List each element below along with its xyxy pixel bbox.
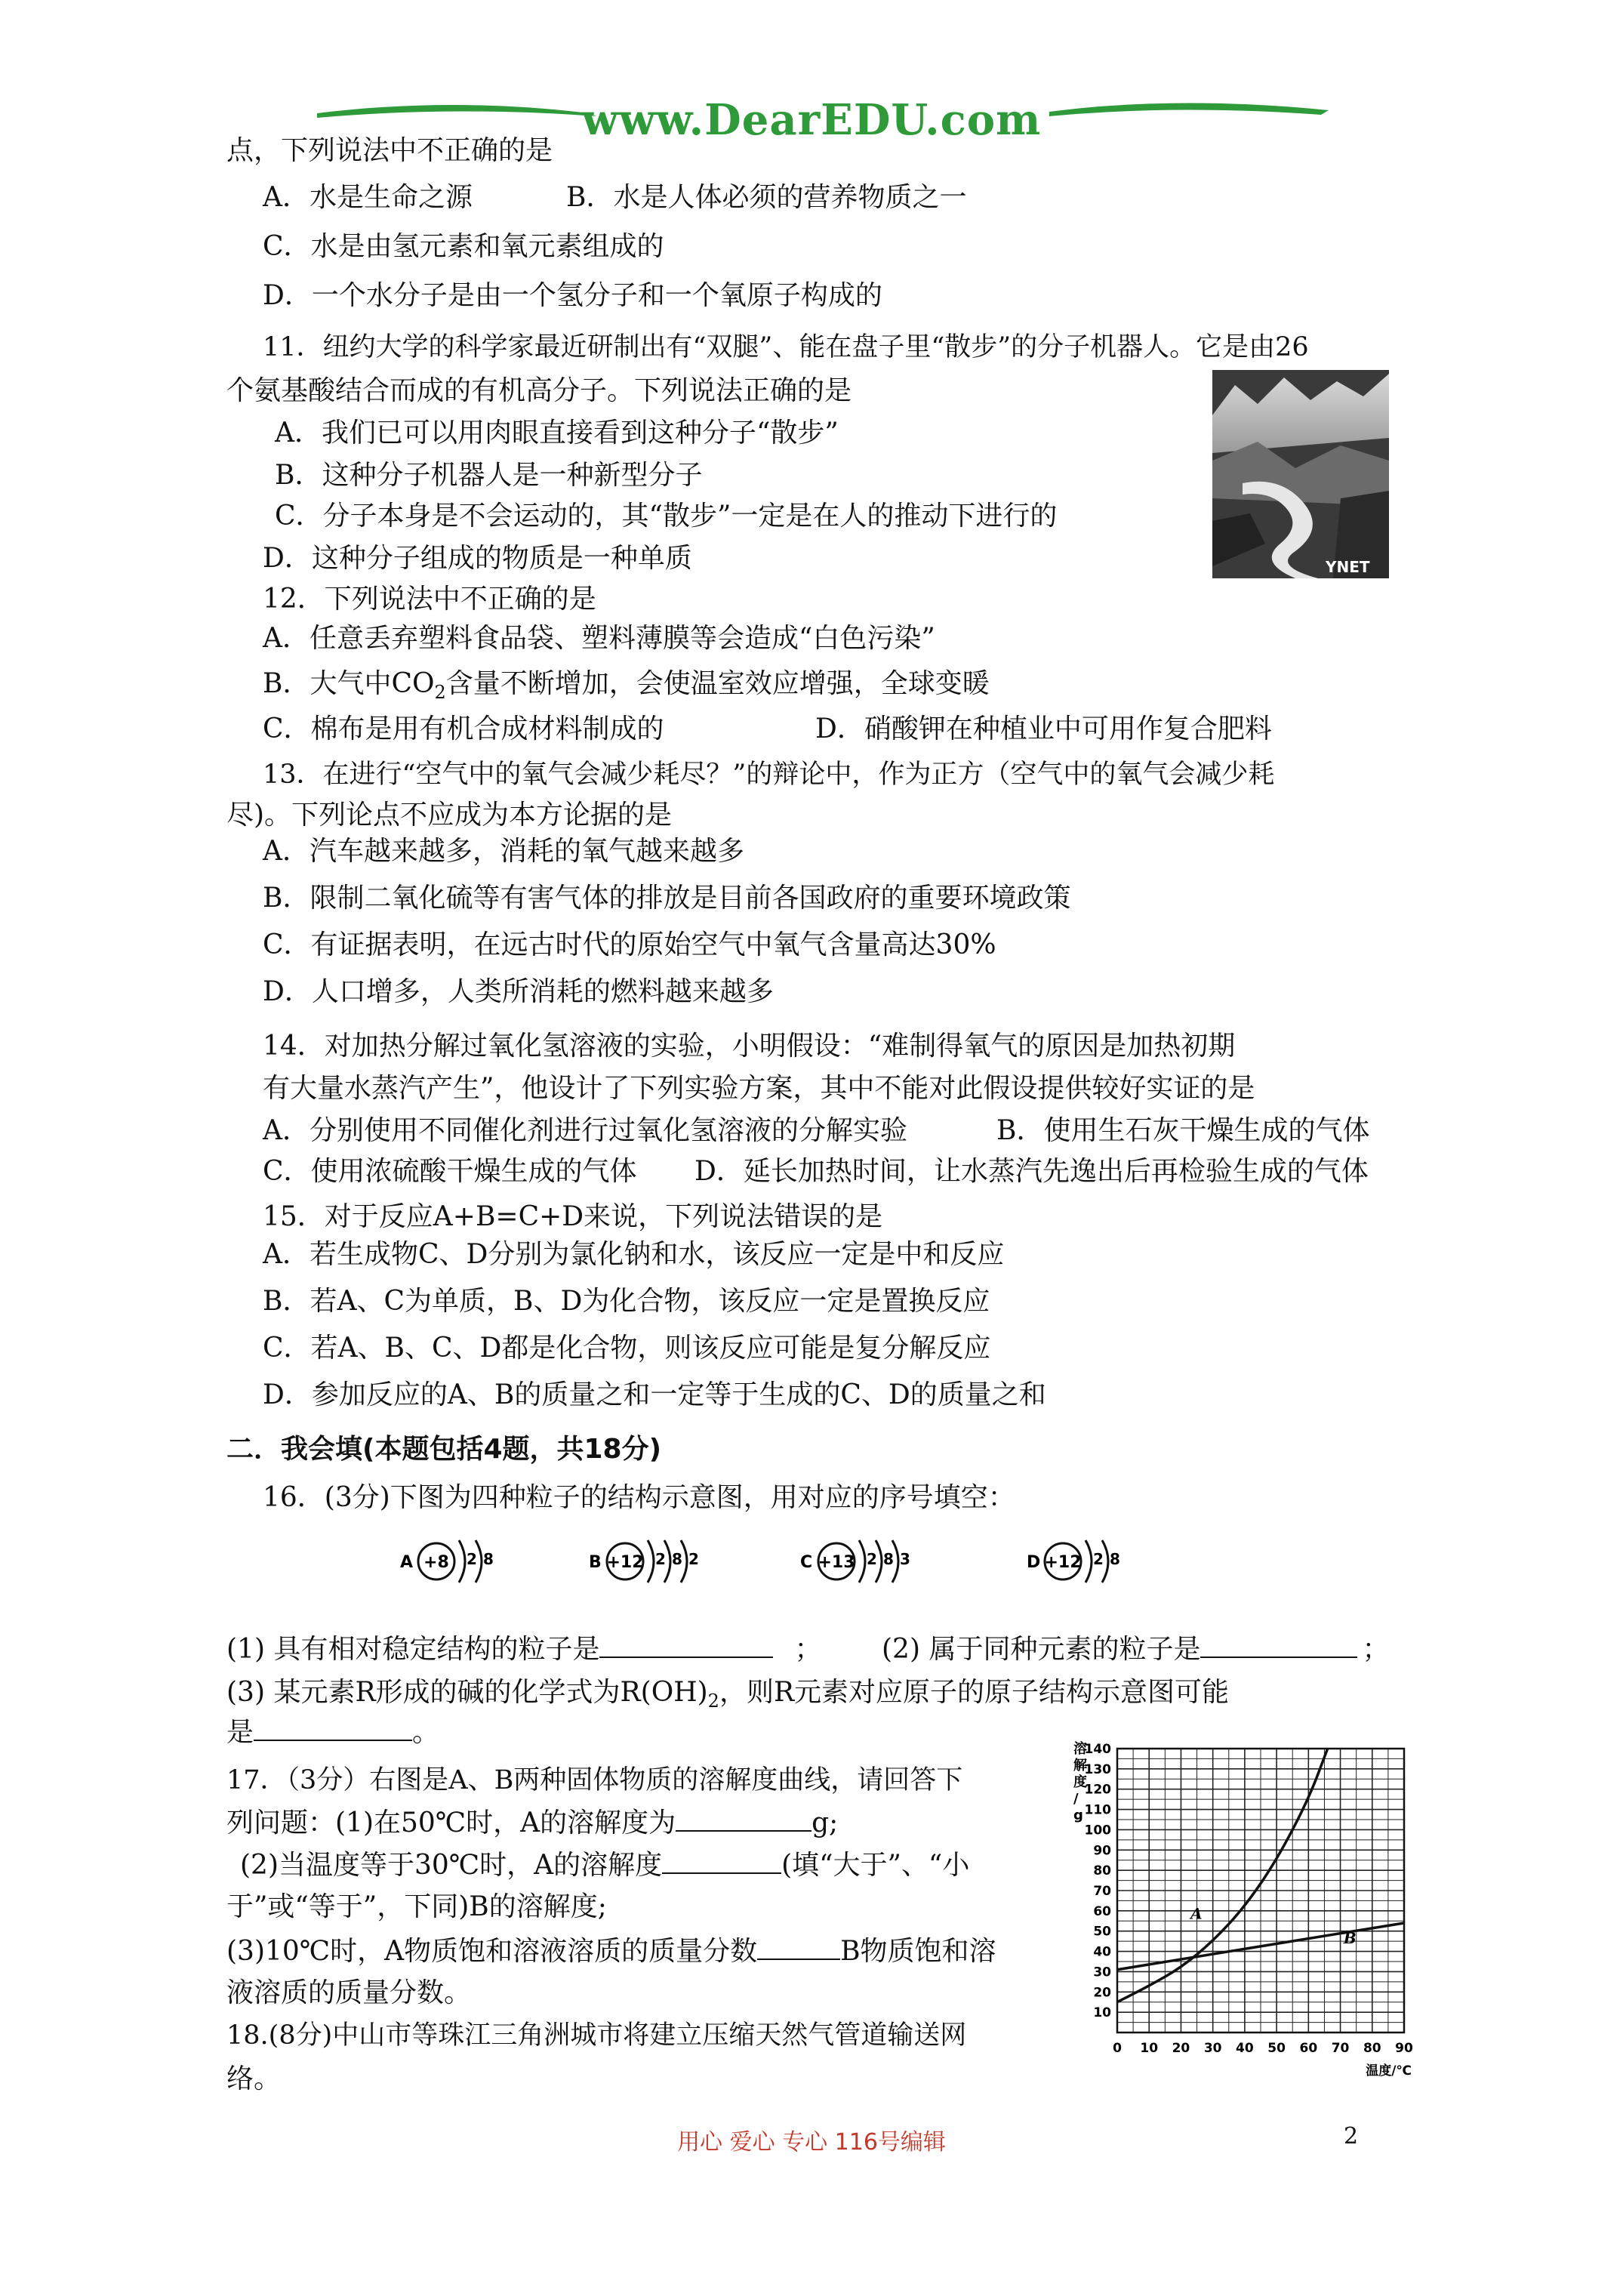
q17-line6: 液溶质的质量分数。 (226, 1977, 472, 2008)
q10-stem: 点，下列说法中不正确的是 (226, 135, 553, 166)
q10-option-b: B．水是人体必须的营养物质之一 (566, 182, 967, 213)
q12-option-c: C．棉布是用有机合成材料制成的 (263, 713, 664, 744)
solubility-curve-chart (1063, 1734, 1427, 2081)
electron-count: 2 (688, 1550, 699, 1568)
electron-shell-arc (1086, 1540, 1092, 1583)
y-tick-label: 50 (1093, 1924, 1111, 1940)
q17-line5: (3)10℃时，A物质饱和溶液溶质的质量分数 B物质饱和溶 (226, 1936, 996, 1967)
q15-option-d: D．参加反应的A、B的质量之和一定等于生成的C、D的质量之和 (263, 1379, 1046, 1410)
q18-line1: 18.(8分)中山市等珠江三角洲城市将建立压缩天然气管道输送网 (226, 2020, 967, 2051)
q17-line2: 列问题：(1)在50℃时，A的溶解度为 g; (226, 1808, 839, 1838)
y-tick-label: 120 (1084, 1782, 1111, 1798)
q16-blank-2[interactable] (1200, 1632, 1357, 1658)
q16-part1: (1) 具有相对稳定结构的粒子是 ； (226, 1634, 822, 1665)
q13-option-a: A．汽车越来越多，消耗的氧气越来越多 (263, 836, 744, 867)
section-2-title: 二．我会填(本题包括4题，共18分) (226, 1434, 662, 1465)
y-tick-label: 100 (1084, 1823, 1111, 1838)
electron-count: 8 (1110, 1550, 1120, 1568)
nucleus-charge: +12 (1044, 1553, 1082, 1572)
atom-structure-diagrams (377, 1525, 1208, 1608)
electron-count: 8 (883, 1550, 894, 1568)
y-tick-label: 130 (1084, 1761, 1111, 1777)
y-tick-label: 60 (1093, 1903, 1111, 1919)
y-tick-label: 20 (1093, 1985, 1111, 2001)
x-tick-label: 30 (1203, 2041, 1222, 2056)
q15-option-b: B．若A、C为单质，B、D为化合物，该反应一定是置换反应 (263, 1286, 990, 1317)
atom-diagram-d (1027, 1540, 1120, 1583)
x-tick-label: 50 (1267, 2041, 1286, 2056)
q16-part3: (3) 某元素R形成的碱的化学式为$R(OH)_2$，则R元素对应原子的原子结构示意图可能 (226, 1677, 1230, 1712)
q11-option-c: C．分子本身是不会运动的，其“散步”一定是在人的推动下进行的 (275, 501, 1058, 532)
electron-count: 2 (867, 1550, 877, 1568)
x-axis-label: 温度/℃ (1366, 2063, 1412, 2079)
q10-option-a: A．水是生命之源 (263, 182, 473, 213)
electron-count: 8 (483, 1550, 494, 1568)
y-axis-label: 溶解度/ g (1073, 1741, 1087, 1823)
q13-stem-line1: 13．在进行“空气中的氧气会减少耗尽？”的辩论中，作为正方（空气中的氧气会减少耗 (263, 760, 1275, 790)
electron-count: 3 (900, 1550, 910, 1568)
atom-diagram-a (400, 1540, 494, 1583)
molecule-robot-photo (1212, 370, 1389, 578)
q16-part2: (2) 属于同种元素的粒子是 ； (882, 1634, 1390, 1665)
x-tick-label: 40 (1236, 2041, 1254, 2056)
q16-part3-line2: 是 。 (226, 1717, 440, 1748)
q17-blank-1[interactable] (676, 1806, 812, 1832)
photo-watermark: YNET (1326, 558, 1370, 576)
electron-count: 2 (1093, 1550, 1104, 1568)
q16-stem: 16．(3分)下图为四种粒子的结构示意图，用对应的序号填空： (263, 1482, 1015, 1513)
q13-option-b: B．限制二氧化硫等有害气体的排放是目前各国政府的重要环境政策 (263, 883, 1071, 914)
x-tick-label: 0 (1113, 2041, 1122, 2056)
q14-stem-line2: 有大量水蒸汽产生”，他设计了下列实验方案，其中不能对此假设提供较好实证的是 (263, 1073, 1255, 1104)
electron-shell-arc (459, 1540, 465, 1583)
nucleus-charge: +8 (423, 1553, 449, 1572)
y-tick-label: 70 (1093, 1884, 1111, 1899)
electron-shell-arc (648, 1540, 654, 1583)
q15-option-a: A．若生成物C、D分别为氯化钠和水，该反应一定是中和反应 (263, 1239, 1005, 1270)
y-tick-label: 40 (1093, 1944, 1111, 1960)
q13-option-d: D．人口增多，人类所消耗的燃料越来越多 (263, 976, 774, 1007)
q17-blank-2[interactable] (662, 1848, 781, 1874)
x-tick-label: 70 (1331, 2041, 1350, 2056)
q17-blank-3[interactable] (757, 1934, 840, 1960)
q15-option-c: C．若A、B、C、D都是化合物，则该反应可能是复分解反应 (263, 1333, 991, 1364)
q13-option-c: C．有证据表明，在远古时代的原始空气中氧气含量高达30% (263, 929, 996, 960)
q12-stem: 12．下列说法中不正确的是 (263, 584, 596, 615)
electron-count: 8 (672, 1550, 682, 1568)
y-tick-label: 80 (1093, 1863, 1111, 1879)
atom-label: C (800, 1553, 813, 1572)
q14-option-a: A．分别使用不同催化剂进行过氧化氢溶液的分解实验 (263, 1115, 907, 1146)
page-number: 2 (1344, 2123, 1359, 2150)
atom-diagram-b (589, 1540, 699, 1583)
series-label-b: B (1343, 1928, 1357, 1947)
electron-shell-arc (859, 1540, 865, 1583)
q12-option-d: D．硝酸钾在种植业中可用作复合肥料 (815, 713, 1272, 744)
q10-option-d: D．一个水分子是由一个氢分子和一个氧原子构成的 (263, 280, 882, 311)
atom-diagram-c (800, 1540, 910, 1583)
atom-label: A (400, 1553, 414, 1572)
series-label-a: A (1190, 1904, 1203, 1923)
q11-stem-line2: 个氨基酸结合而成的有机高分子。下列说法正确的是 (226, 375, 852, 406)
y-tick-label: 110 (1084, 1802, 1111, 1818)
site-banner[interactable]: www.DearEDU.com (581, 95, 1042, 145)
x-tick-label: 60 (1299, 2041, 1318, 2056)
nucleus-charge: +12 (606, 1553, 644, 1572)
footer-editor-note: 用心 爱心 专心 116号编辑 (677, 2129, 946, 2156)
q12-option-a: A．任意丢弃塑料食品袋、塑料薄膜等会造成“白色污染” (263, 623, 935, 654)
q11-option-b: B．这种分子机器人是一种新型分子 (275, 460, 703, 491)
q16-blank-3[interactable] (254, 1715, 412, 1741)
nucleus-charge: +13 (818, 1553, 855, 1572)
x-tick-label: 10 (1140, 2041, 1159, 2056)
q11-option-d: D．这种分子组成的物质是一种单质 (263, 543, 692, 574)
q14-option-b: B．使用生石灰干燥生成的气体 (996, 1115, 1370, 1146)
x-tick-label: 80 (1363, 2041, 1381, 2056)
q14-option-c: C．使用浓硫酸干燥生成的气体 (263, 1156, 637, 1187)
y-tick-label: 90 (1093, 1843, 1111, 1859)
x-tick-label: 20 (1172, 2041, 1190, 2056)
q15-stem: 15．对于反应A+B=C+D来说，下列说法错误的是 (263, 1201, 883, 1232)
q14-stem-line1: 14．对加热分解过氧化氢溶液的实验，小明假设：“难制得氧气的原因是加热初期 (263, 1031, 1236, 1062)
q17-line1: 17．（3分）右图是A、B两种固体物质的溶解度曲线，请回答下 (226, 1765, 963, 1795)
q12-option-b: B．大气中$CO_2$含量不断增加，会使温室效应增强，全球变暖 (263, 668, 990, 704)
y-tick-label: 10 (1093, 2005, 1111, 2021)
q11-option-a: A．我们已可以用肉眼直接看到这种分子“散步” (275, 418, 839, 448)
y-tick-label: 140 (1084, 1742, 1111, 1757)
q14-option-d: D．延长加热时间，让水蒸汽先逸出后再检验生成的气体 (694, 1156, 1369, 1187)
y-tick-label: 30 (1093, 1965, 1111, 1980)
q16-blank-1[interactable] (599, 1632, 773, 1658)
atom-label: B (589, 1553, 602, 1572)
atom-label: D (1027, 1553, 1041, 1572)
q13-stem-line2: 尽)。下列论点不应成为本方论据的是 (226, 800, 673, 831)
q17-line4: 于”或“等于”，下同)B的溶解度; (226, 1891, 607, 1922)
electron-count: 2 (655, 1550, 666, 1568)
q18-line2: 络。 (226, 2063, 282, 2094)
q17-line3: (2)当温度等于30℃时，A的溶解度 (填“大于”、“小 (240, 1850, 970, 1881)
q11-stem-line1: 11．纽约大学的科学家最近研制出有“双腿”、能在盘子里“散步”的分子机器人。它是由26 (263, 332, 1309, 362)
electron-count: 2 (467, 1550, 477, 1568)
q10-option-c: C．水是由氢元素和氧元素组成的 (263, 231, 664, 262)
x-tick-label: 90 (1395, 2041, 1413, 2056)
